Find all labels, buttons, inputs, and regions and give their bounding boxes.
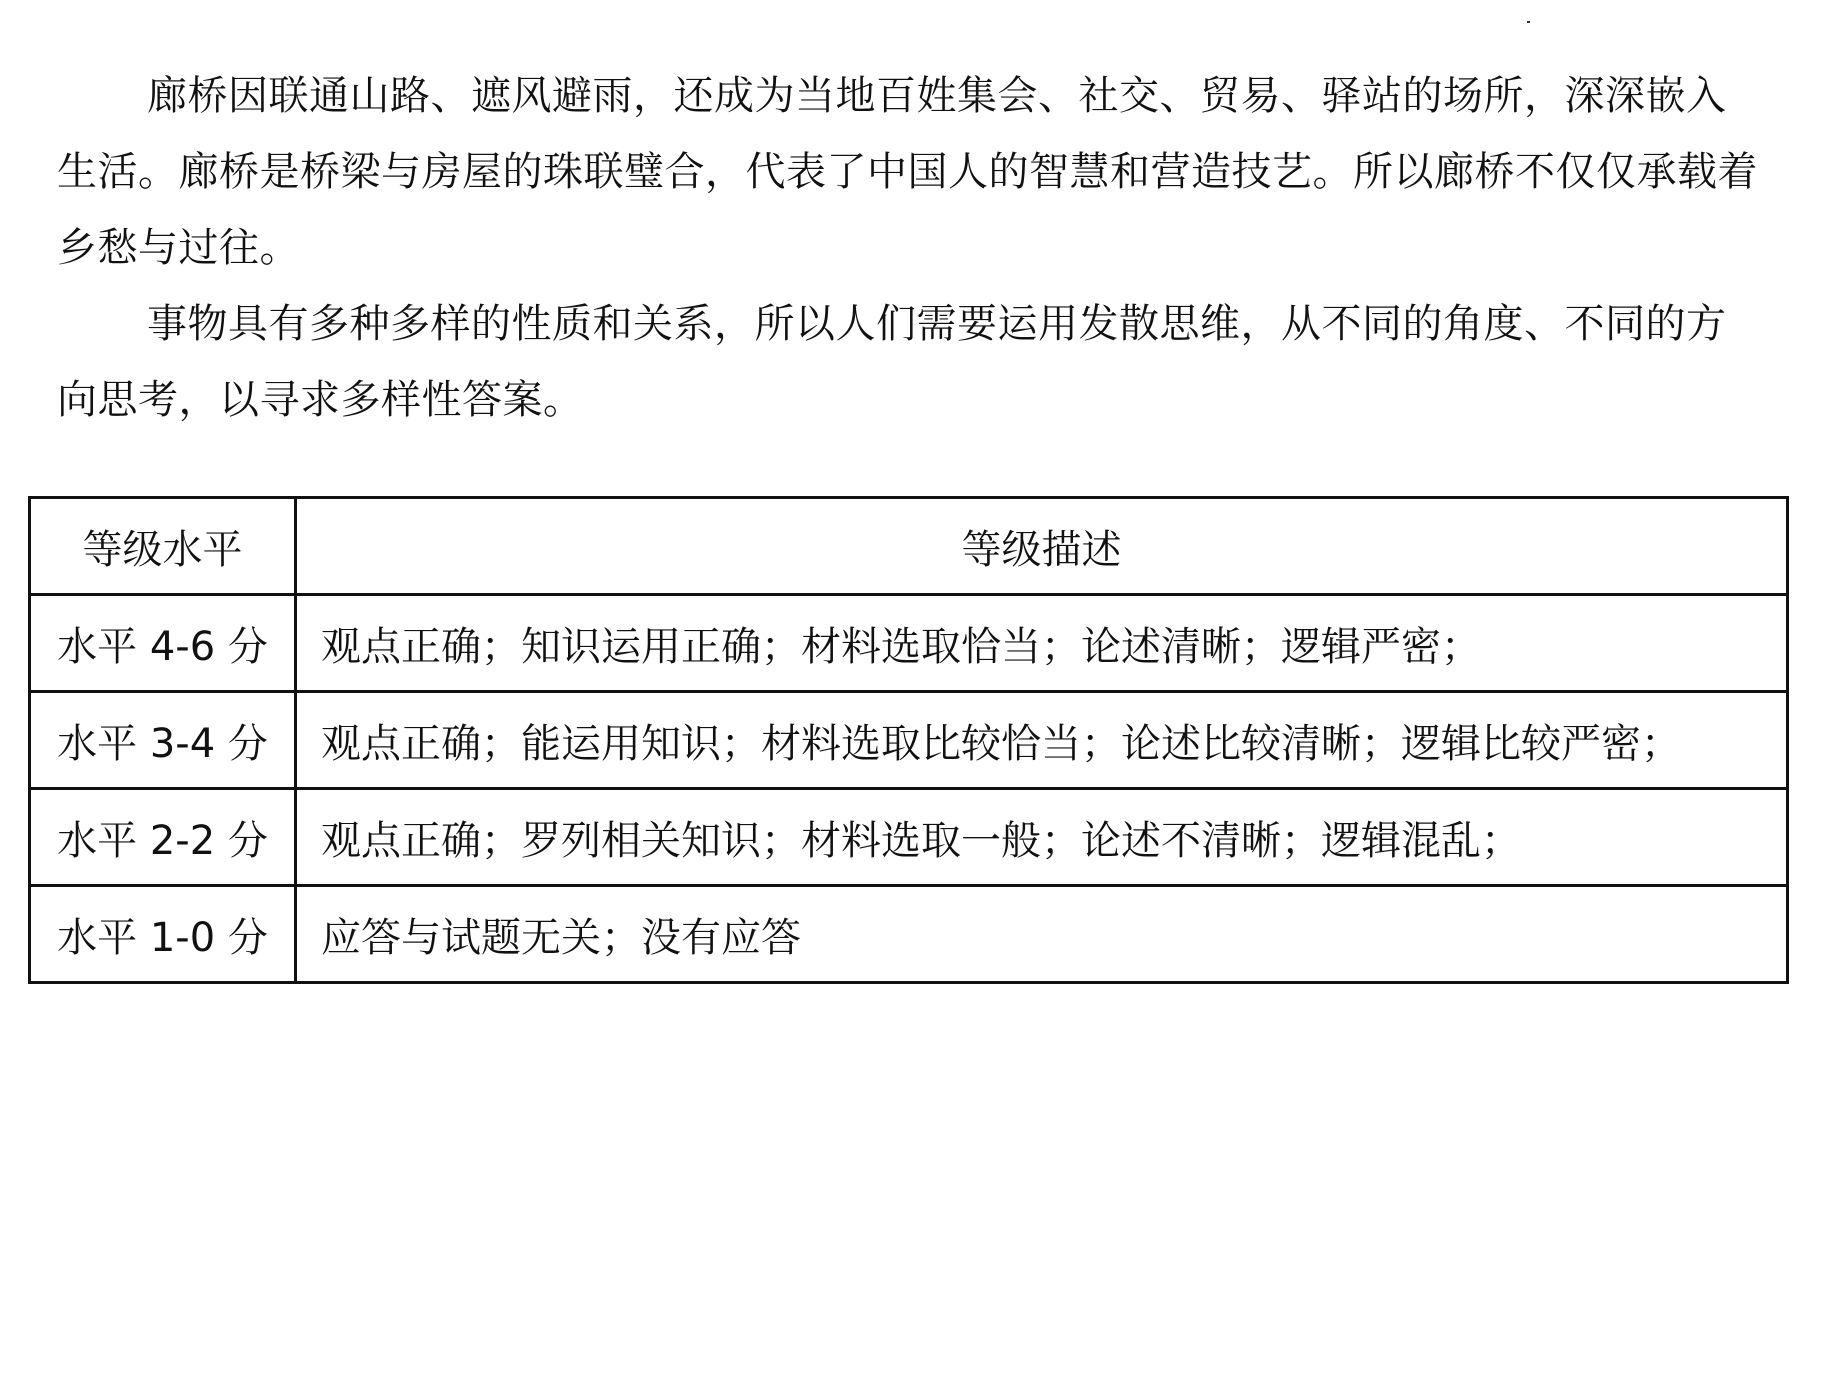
header-level: 等级水平 — [30, 498, 296, 595]
description-cell: 观点正确；能运用知识；材料选取比较恰当；论述比较清晰；逻辑比较严密； — [296, 692, 1788, 789]
table-row — [30, 595, 1788, 692]
table-row — [30, 692, 1788, 789]
paragraph-1: 廊桥因联通山路、遮风避雨，还成为当地百姓集会、社交、贸易、驿站的场所，深深嵌入生活。廊桥是桥梁与房屋的珠联璧合，代表了中国人的智慧和营造技艺。所以廊桥不仅仅承载着乡愁与过往。 — [57, 73, 1758, 271]
level-cell: 水平 2-2 分 — [30, 789, 296, 886]
body-text — [57, 58, 1765, 438]
level-cell: 水平 3-4 分 — [30, 692, 296, 789]
header-description: 等级描述 — [296, 498, 1788, 595]
scan-mark — [1527, 21, 1530, 23]
table-row — [30, 789, 1788, 886]
table-row — [30, 886, 1788, 983]
description-cell: 观点正确；罗列相关知识；材料选取一般；论述不清晰；逻辑混乱； — [296, 789, 1788, 886]
grading-table — [28, 496, 1789, 984]
level-cell: 水平 1-0 分 — [30, 886, 296, 983]
level-cell: 水平 4-6 分 — [30, 595, 296, 692]
description-cell: 应答与试题无关；没有应答 — [296, 886, 1788, 983]
table-header-row — [30, 498, 1788, 595]
description-cell: 观点正确；知识运用正确；材料选取恰当；论述清晰；逻辑严密； — [296, 595, 1788, 692]
paragraph-2: 事物具有多种多样的性质和关系，所以人们需要运用发散思维，从不同的角度、不同的方向思考，以寻求多样性答案。 — [57, 301, 1727, 423]
